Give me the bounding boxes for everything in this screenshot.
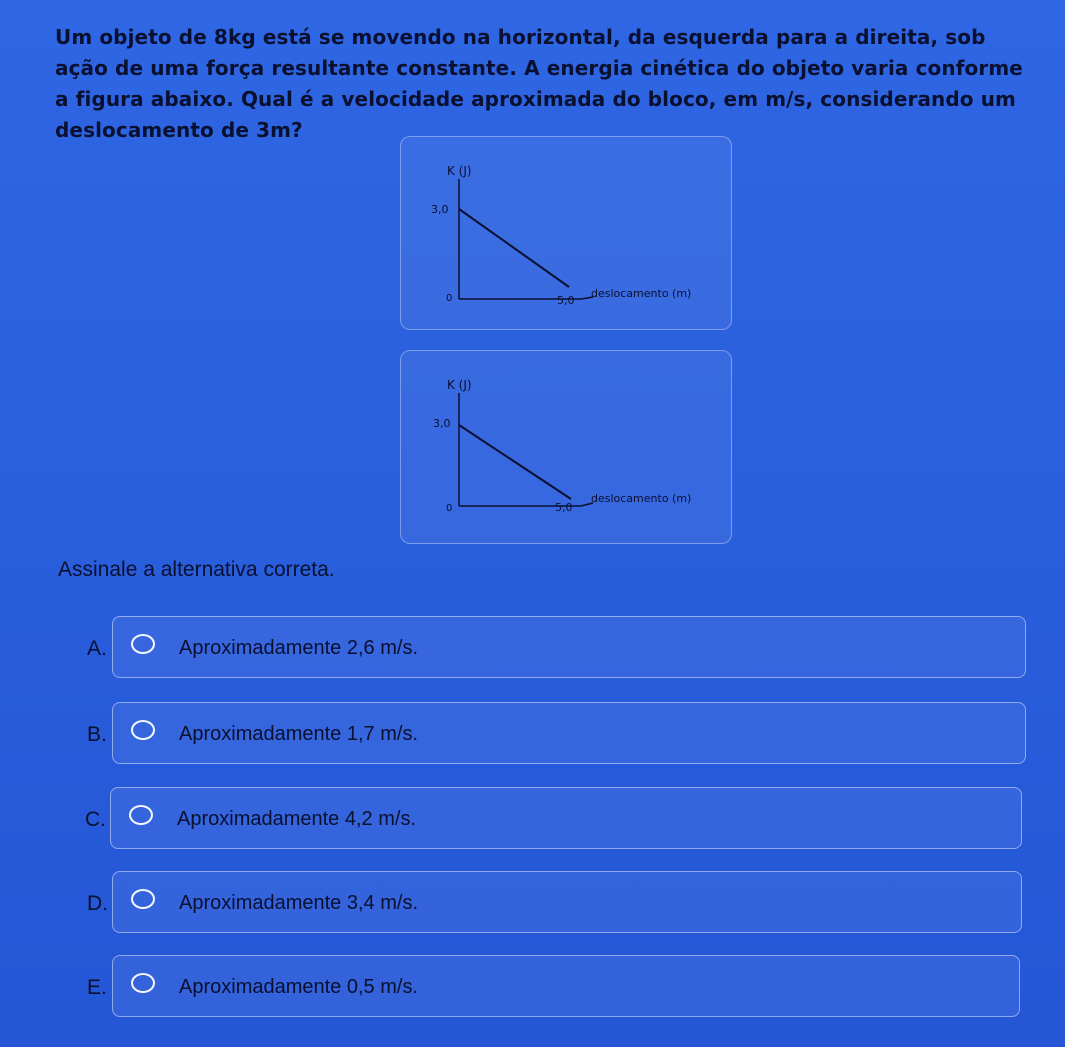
radio-icon[interactable] (129, 805, 153, 825)
option-e[interactable] (87, 955, 1020, 1017)
option-label: Aproximadamente 1,7 m/s. (179, 723, 418, 745)
option-label: Aproximadamente 3,4 m/s. (179, 892, 418, 914)
option-letter: D. (87, 892, 108, 915)
y-axis-label: K (J) (447, 378, 472, 392)
option-d[interactable] (87, 871, 1022, 933)
option-c[interactable] (85, 787, 1022, 849)
option-label: Aproximadamente 4,2 m/s. (177, 808, 416, 830)
radio-icon[interactable] (131, 634, 155, 654)
origin-label: 0 (446, 293, 453, 304)
option-label: Aproximadamente 0,5 m/s. (179, 976, 418, 998)
instruction-text: Assinale a alternativa correta. (58, 558, 335, 581)
energy-graph (401, 137, 731, 329)
energy-line (459, 425, 571, 499)
option-a[interactable] (87, 616, 1026, 678)
option-letter: C. (85, 808, 106, 831)
y-tick-label: 3,0 (433, 417, 451, 430)
y-axis-label: K (J) (447, 164, 472, 178)
y-tick-label: 3,0 (431, 203, 449, 216)
option-letter: B. (87, 723, 107, 746)
energy-line (459, 209, 569, 287)
x-axis-label: deslocamento (m) (591, 287, 692, 300)
radio-icon[interactable] (131, 889, 155, 909)
energy-graph-figure (400, 136, 732, 330)
option-letter: A. (87, 637, 107, 660)
energy-graph (401, 351, 731, 543)
x-tick-label: 5,0 (555, 501, 573, 514)
question-text: Um objeto de 8kg está se movendo na horizontal, da esquerda para a direita, sob ação de uma força resultante constante. A energia cinética do objeto varia conforme a figura abaixo. Qual é a velocidade aproximada do bloco, em m/s, considerando um deslocamento de 3m? (55, 25, 1023, 142)
option-label: Aproximadamente 2,6 m/s. (179, 637, 418, 659)
option-b[interactable] (87, 702, 1026, 764)
radio-icon[interactable] (131, 973, 155, 993)
radio-icon[interactable] (131, 720, 155, 740)
energy-graph-figure-duplicate (400, 350, 732, 544)
option-letter: E. (87, 976, 107, 999)
x-axis-label: deslocamento (m) (591, 492, 692, 505)
origin-label: 0 (446, 503, 453, 514)
x-tick-label: 5,0 (557, 294, 575, 307)
